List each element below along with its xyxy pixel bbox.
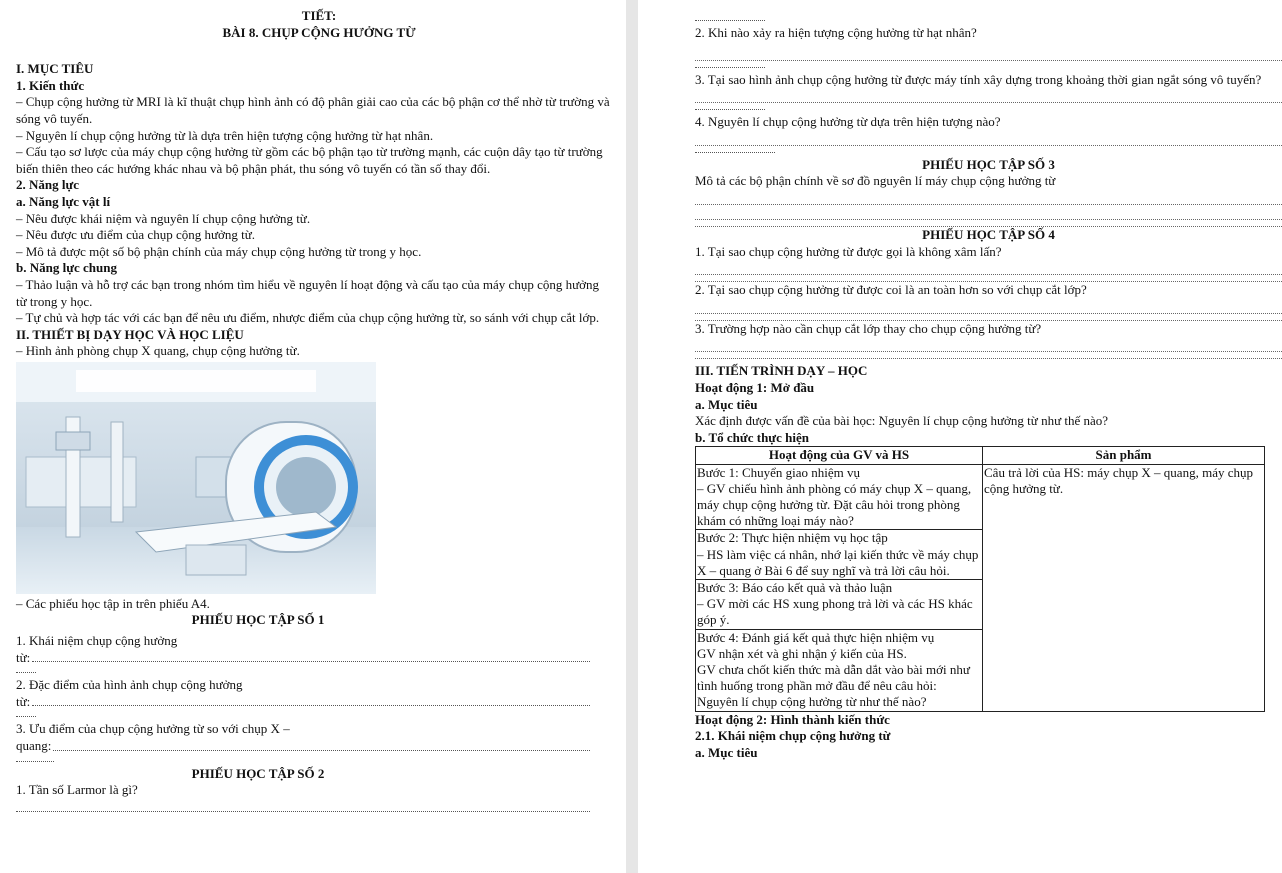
competency-item: – Thảo luận và hỗ trợ các bạn trong nhóm tìm hiểu về nguyên lí hoạt động và cấu tạo của máy chụp cộng hưởng từ trong y học.	[16, 276, 600, 309]
activity-2-1-heading: 2.1. Khái niệm chụp cộng hưởng từ	[695, 728, 891, 744]
section-objectives: I. MỤC TIÊU	[16, 61, 94, 77]
left-page	[0, 0, 626, 873]
equipment-item: – Hình ảnh phòng chụp X quang, chụp cộng hưởng từ.	[16, 343, 300, 359]
dotted-line	[695, 314, 1282, 321]
ws1-q2-tail: từ:	[16, 693, 31, 709]
lesson-title: BÀI 8. CHỤP CỘNG HƯỞNG TỪ	[222, 24, 416, 40]
competency-item: – Nêu được ưu điểm của chụp cộng hưởng từ.	[16, 227, 256, 243]
activity-2-objective-heading: a. Mục tiêu	[695, 744, 758, 760]
step-1-title: Bước 1: Chuyển giao nhiệm vụ	[697, 464, 861, 480]
dotted-line	[695, 220, 1282, 227]
dotted-line	[16, 801, 590, 812]
activity-1-objective-heading: a. Mục tiêu	[695, 396, 758, 412]
subsection-knowledge: 1. Kiến thức	[16, 77, 85, 93]
dotted-line	[695, 260, 1282, 275]
table-row	[696, 464, 1265, 711]
step-4-text: GV nhận xét và ghi nhận ý kiến của HS.	[697, 645, 907, 661]
ws1-question-3: 3. Ưu điểm của chụp cộng hưởng từ so với chụp X –	[16, 721, 290, 737]
step-2-title: Bước 2: Thực hiện nhiệm vụ học tập	[697, 530, 888, 546]
dotted-line	[695, 46, 1282, 61]
worksheet-4-title: PHIẾU HỌC TẬP SỐ 4	[922, 226, 1055, 242]
knowledge-item: – Nguyên lí chụp cộng hưởng từ là dựa trên hiện tượng cộng hưởng từ hạt nhân.	[16, 127, 434, 143]
activity-table	[695, 446, 1265, 711]
table-header-row	[696, 447, 1265, 464]
table-header: Sản phẩm	[983, 447, 1265, 464]
dotted-line	[695, 61, 765, 68]
ws2-question-2: 2. Khi nào xảy ra hiện tượng cộng hưởng từ hạt nhân?	[695, 25, 977, 40]
subsection-competency: 2. Năng lực	[16, 177, 80, 193]
ws2-question-3: 3. Tại sao hình ảnh chụp cộng hưởng từ được máy tính xây dựng trong khoảng thời gian ngắt sóng vô tuyến?	[695, 71, 1262, 87]
product-cell: Câu trả lời của HS: máy chụp X – quang, máy chụp cộng hưởng từ.	[983, 464, 1265, 711]
section-equipment: II. THIẾT BỊ DẠY HỌC VÀ HỌC LIỆU	[16, 326, 244, 342]
dotted-line	[695, 205, 1282, 220]
dotted-line	[695, 146, 775, 153]
activity-1-organization-heading: b. Tổ chức thực hiện	[695, 429, 809, 445]
mri-room-image	[16, 362, 376, 594]
dotted-line	[695, 190, 1282, 205]
ws2-question-1: 1. Tần số Larmor là gì?	[16, 782, 138, 798]
competency-item: – Nêu được khái niệm và nguyên lí chụp cộng hưởng từ.	[16, 210, 311, 226]
activity-steps-cell	[696, 464, 983, 711]
subsection-general-competency: b. Năng lực chung	[16, 260, 117, 276]
dotted-line	[695, 103, 765, 110]
dotted-line	[695, 131, 1282, 146]
lesson-period: TIẾT:	[301, 8, 337, 23]
section-teaching-process: III. TIẾN TRÌNH DẠY – HỌC	[695, 363, 868, 379]
dotted-line	[695, 337, 1282, 352]
dotted-line	[16, 710, 36, 717]
step-4-text: GV chưa chốt kiến thức mà dẫn dắt vào bài mới như tình huống trong phần mở đầu để nêu câu hỏi: Nguyên lí chụp cộng hưởng từ như thế nào?	[697, 661, 970, 710]
step-4-title: Bước 4: Đánh giá kết quả thực hiện nhiệm vụ	[697, 629, 935, 645]
competency-item: – Mô tả được một số bộ phận chính của máy chụp cộng hưởng từ trong y học.	[16, 243, 422, 259]
subsection-physics-competency: a. Năng lực vật lí	[16, 193, 111, 209]
activity-2-title: Hoạt động 2: Hình thành kiến thức	[695, 711, 890, 727]
worksheet-2-title: PHIẾU HỌC TẬP SỐ 2	[191, 765, 325, 781]
ws2-question-4: 4. Nguyên lí chụp cộng hưởng từ dựa trên hiện tượng nào?	[695, 114, 1001, 130]
step-3-title: Bước 3: Báo cáo kết quả và thảo luận	[697, 579, 893, 595]
worksheet-3-title: PHIẾU HỌC TẬP SỐ 3	[922, 156, 1055, 172]
dotted-line	[16, 755, 54, 762]
dotted-line	[695, 14, 765, 21]
dotted-line	[695, 275, 1282, 282]
ws4-question-3: 3. Trường hợp nào cần chụp cắt lớp thay cho chụp cộng hưởng từ?	[695, 320, 1042, 336]
dotted-line	[16, 666, 36, 673]
ws1-answer-line-1	[16, 650, 590, 667]
worksheet-1-title: PHIẾU HỌC TẬP SỐ 1	[191, 612, 325, 628]
table-header: Hoạt động của GV và HS	[696, 447, 983, 464]
ws1-answer-line-2	[16, 694, 590, 711]
ws4-question-1: 1. Tại sao chụp cộng hưởng từ được gọi là không xâm lấn?	[695, 243, 1002, 259]
equipment-item: – Các phiếu học tập in trên phiếu A4.	[16, 595, 210, 611]
step-2-text: – HS làm việc cá nhân, nhớ lại kiến thức về máy chụp X – quang ở Bài 6 để suy nghĩ và trả lời câu hỏi.	[696, 547, 982, 580]
knowledge-item: – Chụp cộng hưởng từ MRI là kĩ thuật chụp hình ảnh có độ phân giải cao của các bộ phận cơ thể nhờ từ trường và sóng vô tuyến.	[16, 94, 610, 126]
step-1-text: – GV chiếu hình ảnh phòng có máy chụp X – quang, máy chụp cộng hưởng từ. Đặt câu hỏi trong phòng khám có những loại máy nào?	[696, 481, 982, 531]
ws1-q3-tail: quang:	[16, 738, 52, 754]
right-page	[638, 0, 1282, 873]
knowledge-item: – Cấu tạo sơ lược của máy chụp cộng hưởng từ gồm các bộ phận tạo từ trường mạnh, các cuộn dây tạo từ trường biến thiên theo các hướng khác nhau và bộ phận phát, thu sóng vô tuyến có tần số thay đổi.	[16, 144, 603, 176]
competency-item: – Tự chủ và hợp tác với các bạn để nêu ưu điểm, nhược điểm của chụp cộng hưởng từ, so sánh với chụp cắt lớp.	[16, 310, 600, 326]
ws4-question-2: 2. Tại sao chụp cộng hưởng từ được coi là an toàn hơn so với chụp cắt lớp?	[695, 282, 1087, 298]
ws1-q1-tail: từ:	[16, 649, 31, 665]
ws1-answer-line-3	[16, 738, 590, 755]
ws1-question-2: 2. Đặc điểm của hình ảnh chụp cộng hưởng	[16, 677, 243, 693]
step-3-text: – GV mời các HS xung phong trả lời và các HS khác góp ý.	[696, 596, 982, 629]
activity-1-objective: Xác định được vấn đề của bài học: Nguyên lí chụp cộng hưởng từ như thế nào?	[695, 413, 1109, 429]
dotted-line	[695, 299, 1282, 314]
ws3-question: Mô tả các bộ phận chính về sơ đồ nguyên lí máy chụp cộng hưởng từ	[695, 173, 1056, 189]
ws1-question-1: 1. Khái niệm chụp cộng hưởng	[16, 633, 178, 649]
activity-1-title: Hoạt động 1: Mở đầu	[695, 379, 815, 395]
dotted-line	[695, 352, 1282, 359]
dotted-line	[695, 88, 1282, 103]
